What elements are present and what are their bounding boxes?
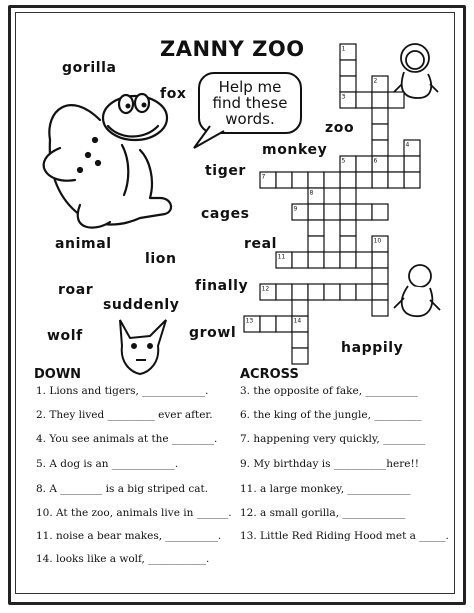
crossword-cell[interactable] (340, 204, 356, 220)
crossword-number: 7 (261, 173, 266, 181)
crossword-cell[interactable] (308, 172, 324, 188)
across-clue-11: 11. a large monkey, ____________ (240, 483, 411, 495)
across-clue-6: 6. the king of the jungle, _________ (240, 409, 422, 421)
crossword-cell[interactable] (292, 284, 308, 300)
crossword-cell[interactable] (292, 300, 308, 316)
crossword-number: 12 (261, 285, 270, 293)
crossword-cell[interactable] (276, 284, 292, 300)
across-clue-9: 9. My birthday is __________here!! (240, 458, 419, 470)
crossword-cell[interactable] (340, 188, 356, 204)
crossword-cell[interactable] (356, 172, 372, 188)
crossword-cell[interactable] (324, 284, 340, 300)
lion-drawing (394, 44, 438, 98)
crossword-cell[interactable] (372, 108, 388, 124)
crossword-cell[interactable] (308, 204, 324, 220)
word-lion: lion (145, 251, 177, 267)
crossword-number: 1 (341, 45, 346, 53)
crossword-cell[interactable] (388, 156, 404, 172)
crossword-number: 5 (341, 157, 346, 165)
dinosaur-drawing (44, 94, 171, 228)
word-fox: fox (160, 86, 187, 102)
crossword-cell[interactable] (324, 172, 340, 188)
down-heading: DOWN (34, 367, 82, 382)
crossword-number: 2 (373, 77, 378, 85)
crossword-cell[interactable] (292, 332, 308, 348)
crossword-cell[interactable] (308, 220, 324, 236)
crossword-number: 14 (293, 317, 302, 325)
crossword-number: 9 (293, 205, 298, 213)
down-clue-1: 1. Lions and tigers, ____________. (36, 385, 209, 397)
crossword-cell[interactable] (308, 236, 324, 252)
across-clue-13: 13. Little Red Riding Hood met a _____. (240, 530, 449, 542)
crossword-number: 11 (277, 253, 286, 261)
down-clue-11: 11. noise a bear makes, __________. (36, 530, 222, 542)
word-growl: growl (189, 325, 237, 341)
crossword-cell[interactable] (356, 92, 372, 108)
word-zoo: zoo (325, 120, 355, 136)
crossword-cell[interactable] (292, 252, 308, 268)
across-clue-12: 12. a small gorilla, ____________ (240, 507, 406, 519)
down-clue-2: 2. They lived _________ ever after. (36, 409, 213, 421)
crossword-cell[interactable] (340, 60, 356, 76)
crossword-cell[interactable] (340, 252, 356, 268)
dino-eye (126, 104, 131, 109)
crossword-number: 13 (245, 317, 254, 325)
wolf-drawing (120, 320, 166, 374)
word-gorilla: gorilla (62, 60, 117, 76)
bubble-line: words. (225, 110, 275, 128)
word-suddenly: suddenly (103, 297, 180, 313)
crossword-cell[interactable] (292, 172, 308, 188)
crossword-cell[interactable] (372, 300, 388, 316)
crossword-cell[interactable] (324, 252, 340, 268)
down-clue-4: 4. You see animals at the ________. (36, 433, 218, 445)
crossword-grid (244, 44, 420, 364)
crossword-cell[interactable] (388, 172, 404, 188)
crossword-cell[interactable] (308, 284, 324, 300)
crossword-cell[interactable] (340, 284, 356, 300)
across-clue-7: 7. happening very quickly, ________ (240, 433, 426, 445)
crossword-number: 4 (405, 141, 410, 149)
crossword-cell[interactable] (292, 348, 308, 364)
crossword-cell[interactable] (308, 252, 324, 268)
worksheet-title: ZANNY ZOO (160, 37, 305, 61)
crossword-cell[interactable] (372, 92, 388, 108)
down-clue-14: 14. looks like a wolf, ___________. (36, 553, 210, 565)
down-clue-8: 8. A ________ is a big striped cat. (36, 483, 209, 495)
word-real: real (244, 236, 278, 252)
down-clue-10: 10. At the zoo, animals live in ______. (36, 507, 232, 519)
word-tiger: tiger (205, 163, 246, 179)
down-clue-5: 5. A dog is an ____________. (36, 458, 179, 470)
crossword-cell[interactable] (388, 92, 404, 108)
crossword-cell[interactable] (276, 172, 292, 188)
crossword-cell[interactable] (372, 172, 388, 188)
crossword-cell[interactable] (356, 252, 372, 268)
crossword-cell[interactable] (404, 156, 420, 172)
crossword-cell[interactable] (276, 316, 292, 332)
crossword-cell[interactable] (372, 252, 388, 268)
crossword-cell[interactable] (340, 76, 356, 92)
word-wolf: wolf (47, 328, 83, 344)
crossword-cell[interactable] (372, 140, 388, 156)
bubble-line: find these (212, 94, 288, 112)
word-animal: animal (55, 236, 112, 252)
monkey-drawing (394, 265, 440, 316)
crossword-cell[interactable] (372, 268, 388, 284)
crossword-cell[interactable] (356, 156, 372, 172)
crossword-cell[interactable] (260, 316, 276, 332)
crossword-number: 3 (341, 93, 346, 101)
across-clue-3: 3. the opposite of fake, __________ (240, 385, 418, 397)
crossword-number: 10 (373, 237, 382, 245)
crossword-cell[interactable] (356, 204, 372, 220)
bubble-tail (194, 126, 224, 148)
crossword-cell[interactable] (340, 236, 356, 252)
crossword-cell[interactable] (372, 284, 388, 300)
crossword-cell[interactable] (340, 172, 356, 188)
crossword-cell[interactable] (324, 204, 340, 220)
across-heading: ACROSS (240, 367, 299, 382)
dino-eye (142, 103, 147, 108)
crossword-number: 8 (309, 189, 314, 197)
crossword-cell[interactable] (340, 220, 356, 236)
crossword-cell[interactable] (356, 284, 372, 300)
crossword-number: 6 (373, 157, 378, 165)
word-happily: happily (341, 340, 404, 356)
word-cages: cages (201, 206, 250, 222)
crossword-cell[interactable] (372, 124, 388, 140)
bubble-line: Help me (218, 78, 282, 96)
word-roar: roar (58, 282, 94, 298)
crossword-cell[interactable] (404, 172, 420, 188)
word-finally: finally (195, 278, 249, 294)
crossword-cell[interactable] (372, 204, 388, 220)
word-monkey: monkey (262, 142, 328, 158)
